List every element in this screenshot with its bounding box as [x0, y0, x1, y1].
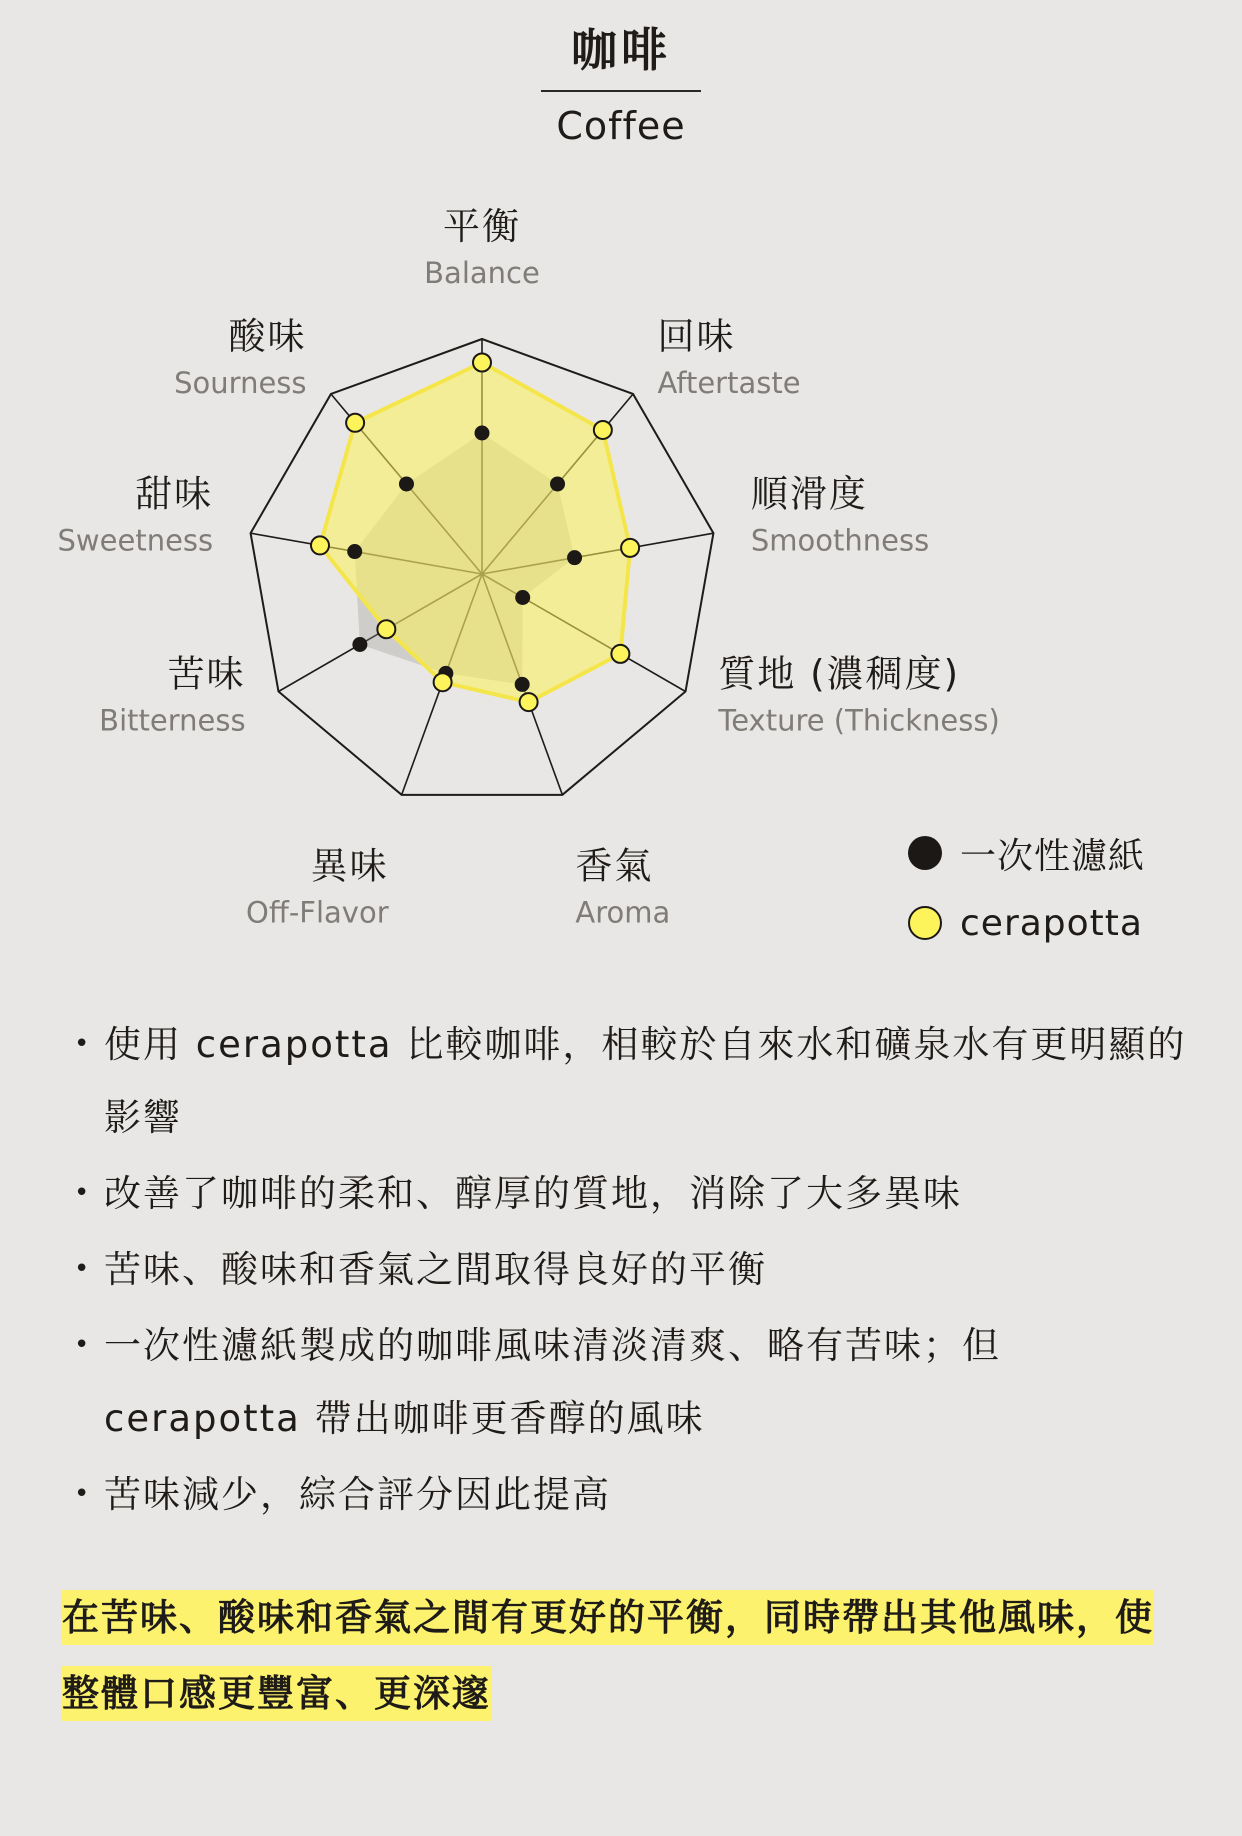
legend-swatch-dark: [908, 836, 942, 870]
axis-label-en: Balance: [424, 256, 540, 290]
axis-label-zh: 平衡: [443, 205, 521, 248]
series-area-cerapotta: [320, 363, 630, 703]
axis-label-en: Bitterness: [99, 703, 246, 738]
note-item: • 苦味、酸味和香氣之間取得良好的平衡: [70, 1233, 1190, 1306]
axis-label-en: Sourness: [174, 365, 307, 400]
legend-label-cerapotta: cerapotta: [960, 902, 1143, 944]
data-point-cerapotta: [520, 693, 538, 711]
axis-label-zh: 酸味: [228, 314, 307, 358]
page-title-zh: 咖啡: [571, 23, 671, 77]
axis-label-zh: 回味: [657, 314, 736, 358]
axis-label-zh: 異味: [310, 844, 389, 888]
data-point-paper-filter: [515, 677, 530, 692]
note-item: • 一次性濾紙製成的咖啡風味清淡清爽、略有苦味；但 cerapotta 帶出咖啡更香醇的風味: [70, 1309, 1190, 1455]
data-point-cerapotta: [434, 673, 452, 691]
data-point-cerapotta: [311, 536, 329, 554]
data-point-paper-filter: [352, 637, 367, 652]
axis-label-en: Texture (Thickness): [718, 703, 1000, 738]
chart-legend: [908, 818, 1145, 958]
axis-label-en: Sweetness: [57, 523, 214, 558]
note-item: • 苦味減少，綜合評分因此提高: [70, 1458, 1190, 1531]
highlight-summary: [62, 1580, 1192, 1732]
axis-label-en: Off-Flavor: [246, 895, 389, 930]
data-point-paper-filter: [347, 544, 362, 559]
axis-label-zh: 質地 (濃稠度): [718, 652, 961, 696]
page-title-en: Coffee: [556, 104, 686, 148]
data-point-paper-filter: [567, 550, 582, 565]
notes-list: [70, 1008, 1190, 1534]
axis-label-en: Smoothness: [750, 523, 930, 558]
legend-swatch-yellow: [908, 906, 942, 940]
data-point-paper-filter: [515, 590, 530, 605]
data-point-cerapotta: [473, 354, 491, 372]
axis-label-zh: 甜味: [135, 472, 214, 516]
axis-label-en: Aftertaste: [657, 365, 801, 400]
axis-label-zh: 香氣: [575, 844, 654, 888]
data-point-paper-filter: [550, 476, 565, 491]
axis-label-en: Aroma: [575, 895, 671, 930]
data-point-cerapotta: [621, 539, 639, 557]
axis-label-zh: 順滑度: [750, 472, 868, 516]
note-item: • 改善了咖啡的柔和、醇厚的質地，消除了大多異味: [70, 1157, 1190, 1230]
axis-label-zh: 苦味: [167, 652, 246, 696]
legend-item-paper-filter: [908, 818, 1145, 888]
highlight-text: 在苦味、酸味和香氣之間有更好的平衡，同時帶出其他風味，使整體口感更豐富、更深邃: [62, 1590, 1154, 1721]
data-point-paper-filter: [475, 426, 490, 441]
data-point-cerapotta: [377, 620, 395, 638]
data-point-cerapotta: [594, 421, 612, 439]
data-point-cerapotta: [346, 414, 364, 432]
legend-item-cerapotta: [908, 888, 1145, 958]
legend-label-paper-filter: 一次性濾紙: [960, 835, 1146, 877]
radar-series-areas: [320, 363, 630, 703]
data-point-cerapotta: [611, 645, 629, 663]
note-item: • 使用 cerapotta 比較咖啡，相較於自來水和礦泉水有更明顯的影響: [70, 1008, 1190, 1154]
data-point-paper-filter: [399, 476, 414, 491]
